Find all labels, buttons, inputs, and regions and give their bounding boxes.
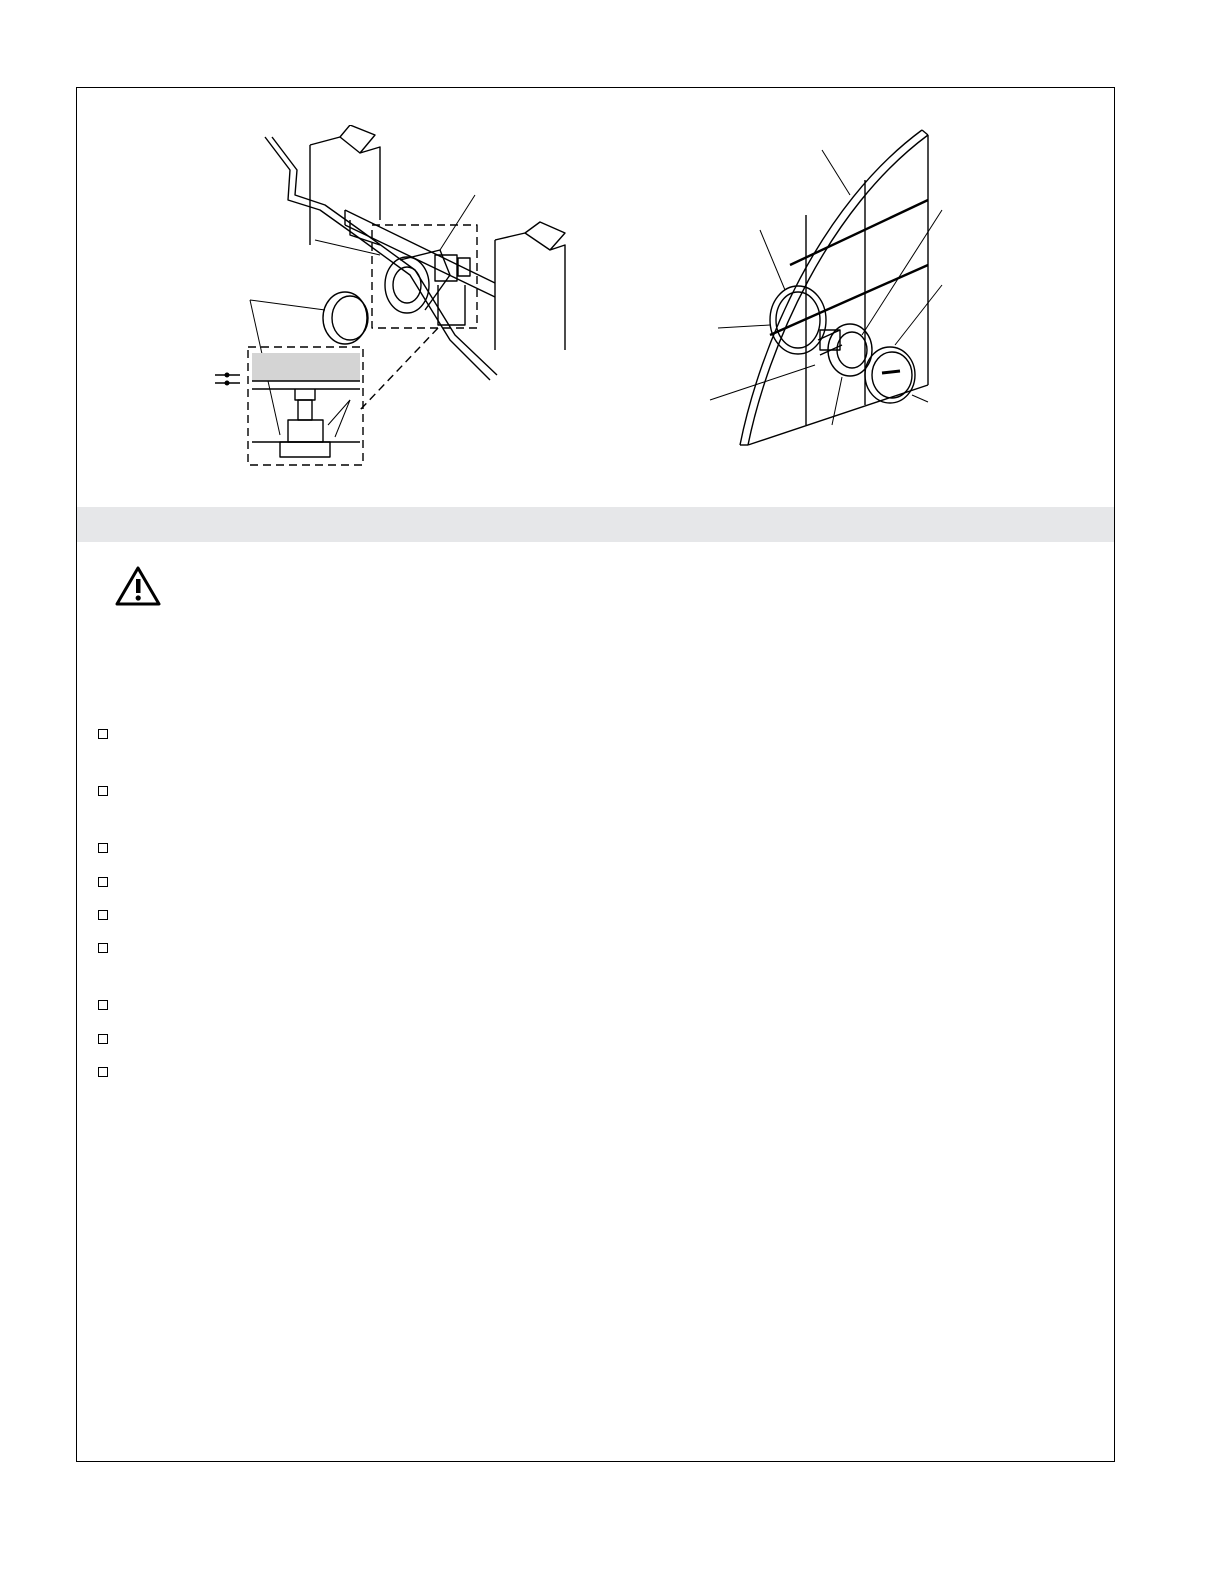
checkbox[interactable] (98, 1067, 108, 1077)
warning-triangle-icon (114, 565, 162, 607)
rough-in-figure (210, 125, 590, 475)
checkbox[interactable] (98, 943, 108, 953)
section-heading-band (77, 507, 1114, 542)
checkbox[interactable] (98, 1000, 108, 1010)
checkbox[interactable] (98, 786, 108, 796)
finished-wall-figure (700, 125, 950, 455)
checkbox[interactable] (98, 877, 108, 887)
checkbox[interactable] (98, 1034, 108, 1044)
checkbox[interactable] (98, 729, 108, 739)
checkbox[interactable] (98, 843, 108, 853)
checkbox[interactable] (98, 910, 108, 920)
